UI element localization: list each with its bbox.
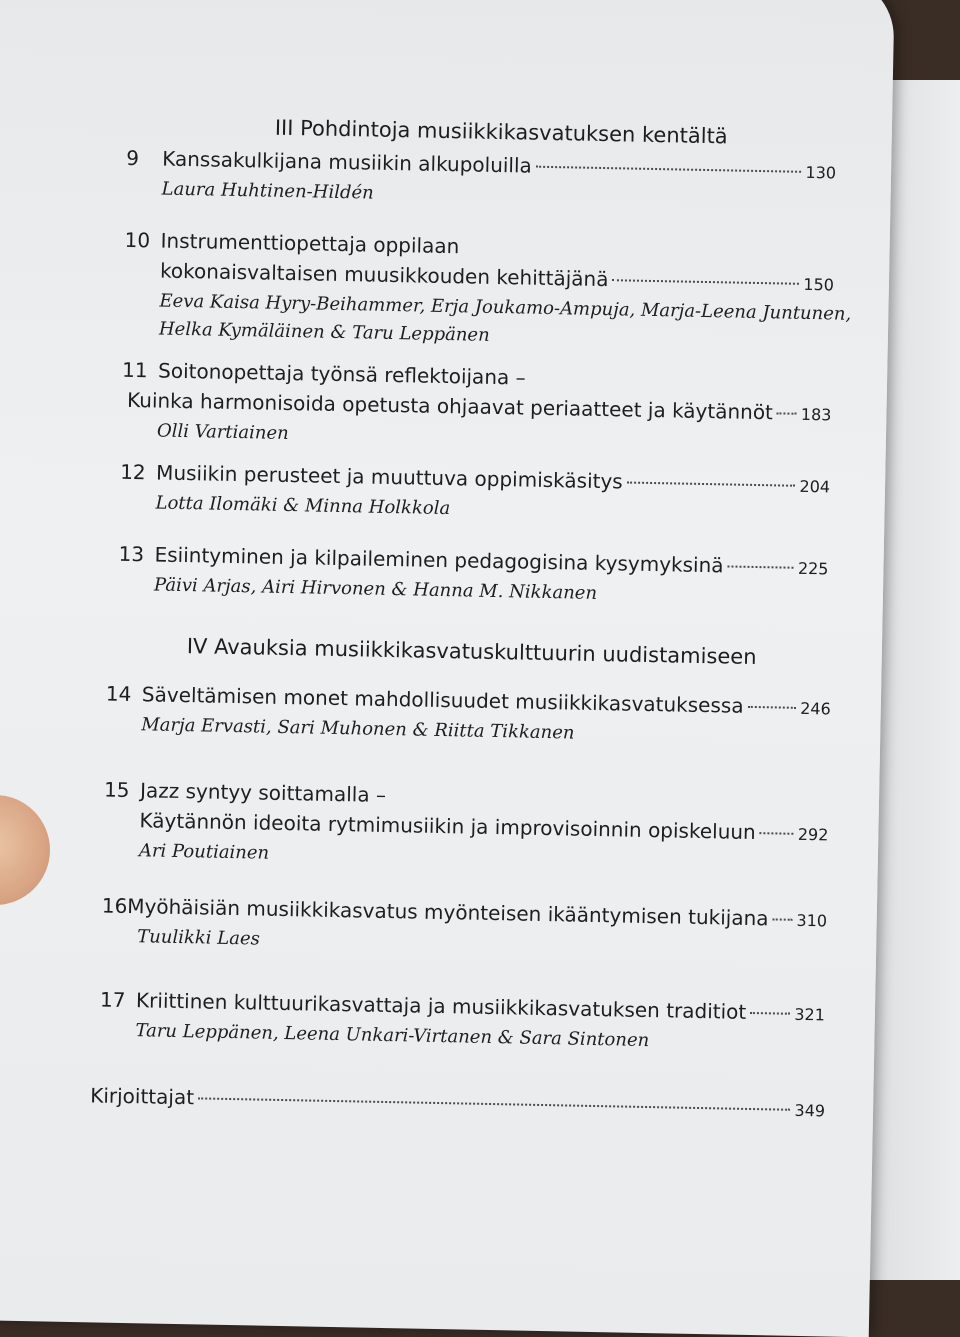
dot-leader [627,482,796,487]
page-number: 130 [805,162,837,183]
toc-entry-17 [99,984,825,1058]
toc-entry-9 [125,143,836,217]
page-number: 310 [796,910,828,931]
page-number: 183 [800,404,832,425]
chapter-title-continued: Käytännön ideoita rytmimusiikin ja improvisoinnin opiskeluun [139,808,756,845]
chapter-title: Myöhäisiän musiikkikasvatus myönteisen ikääntymisen tukijana [127,894,769,931]
chapter-title: Musiikin perusteet ja muuttuva oppimiskäsitys [155,460,623,494]
toc-entry-14 [105,679,831,753]
chapter-authors: Ari Poutiainen [138,840,270,864]
chapter-title: Instrumenttiopettaja oppilaan [160,228,460,259]
page-number: 292 [797,824,829,845]
toc-line [90,1080,825,1126]
toc-entry-10 [123,225,852,357]
chapter-number: 11 [121,357,148,383]
chapter-authors: Päivi Arjas, Airi Hirvonen & Hanna M. Nikkanen [153,574,598,604]
chapter-number: 17 [99,987,126,1012]
toc-entry-16 [101,891,827,965]
section-title-iv: IV Avauksia musiikkikasvatuskulttuurin uudistamiseen [186,634,757,670]
authors-section-label: Kirjoittajat [89,1083,195,1110]
toc-entry-11 [121,355,833,459]
toc-entry-authors [90,1080,825,1126]
toc-entry-15 [103,775,830,879]
chapter-title: Jazz syntyy soittamalla – [139,778,387,807]
chapter-authors: Tuulikki Laes [137,926,261,950]
chapter-title: Soitonopettaja työnsä reflektoijana – [157,358,526,390]
dot-leader [612,279,799,285]
chapter-authors: Olli Vartiainen [156,420,289,445]
chapter-authors: Laura Huhtinen-Hildén [161,178,374,204]
dot-leader [748,706,797,709]
dot-leader [772,918,792,920]
chapter-title-continued: Kuinka harmonisoida opetusta ohjaavat periaatteet ja käytännöt [126,387,774,425]
dot-leader [777,412,797,414]
toc-entry-13 [118,539,829,613]
dot-leader [198,1097,791,1110]
chapter-title: Säveltämisen monet mahdollisuudet musiikkikasvatuksessa [141,682,744,718]
chapter-title-continued: kokonaisvaltaisen muusikkouden kehittäjänä [159,258,609,292]
chapter-authors: Lotta Ilomäki & Minna Holkkola [155,492,451,520]
page-number: 225 [797,558,829,579]
page-number: 246 [800,698,831,719]
chapter-title: Kanssakulkijana musiikin alkupoluilla [161,146,533,178]
chapter-title: Kriittinen kulttuurikasvattaja ja musiikkikasvatuksen traditiot [135,988,747,1024]
chapter-number: 10 [124,227,151,253]
page-number: 321 [794,1004,826,1025]
dot-leader [760,832,794,835]
chapter-number: 15 [103,777,130,803]
chapter-authors: Eeva Kaisa Hyry-Beihammer, Erja Joukamo-Ampuja, Marja-Leena Juntunen, [159,290,852,325]
dot-leader [728,565,794,568]
chapter-title: Esiintyminen ja kilpaileminen pedagogisina kysymyksinä [154,542,724,578]
chapter-number: 12 [119,459,146,485]
chapter-number: 14 [105,681,132,707]
toc-entry-12 [119,457,830,531]
chapter-authors: Marja Ervasti, Sari Muhonen & Riitta Tikkanen [141,714,575,744]
dot-leader [536,166,802,173]
chapter-authors-continued: Helka Kymäläinen & Taru Leppänen [158,318,490,346]
chapter-number: 13 [118,541,145,567]
dot-leader [750,1012,790,1015]
page-number: 204 [799,476,831,497]
chapter-number: 9 [125,145,140,171]
page-number: 349 [794,1100,826,1121]
section-title-iii: III Pohdintoja musiikkikasvatuksen kentältä [274,115,728,149]
page-number: 150 [803,274,835,295]
chapter-authors: Taru Leppänen, Leena Unkari-Virtanen & Sara Sintonen [135,1020,650,1052]
chapter-number: 16 [101,893,128,919]
